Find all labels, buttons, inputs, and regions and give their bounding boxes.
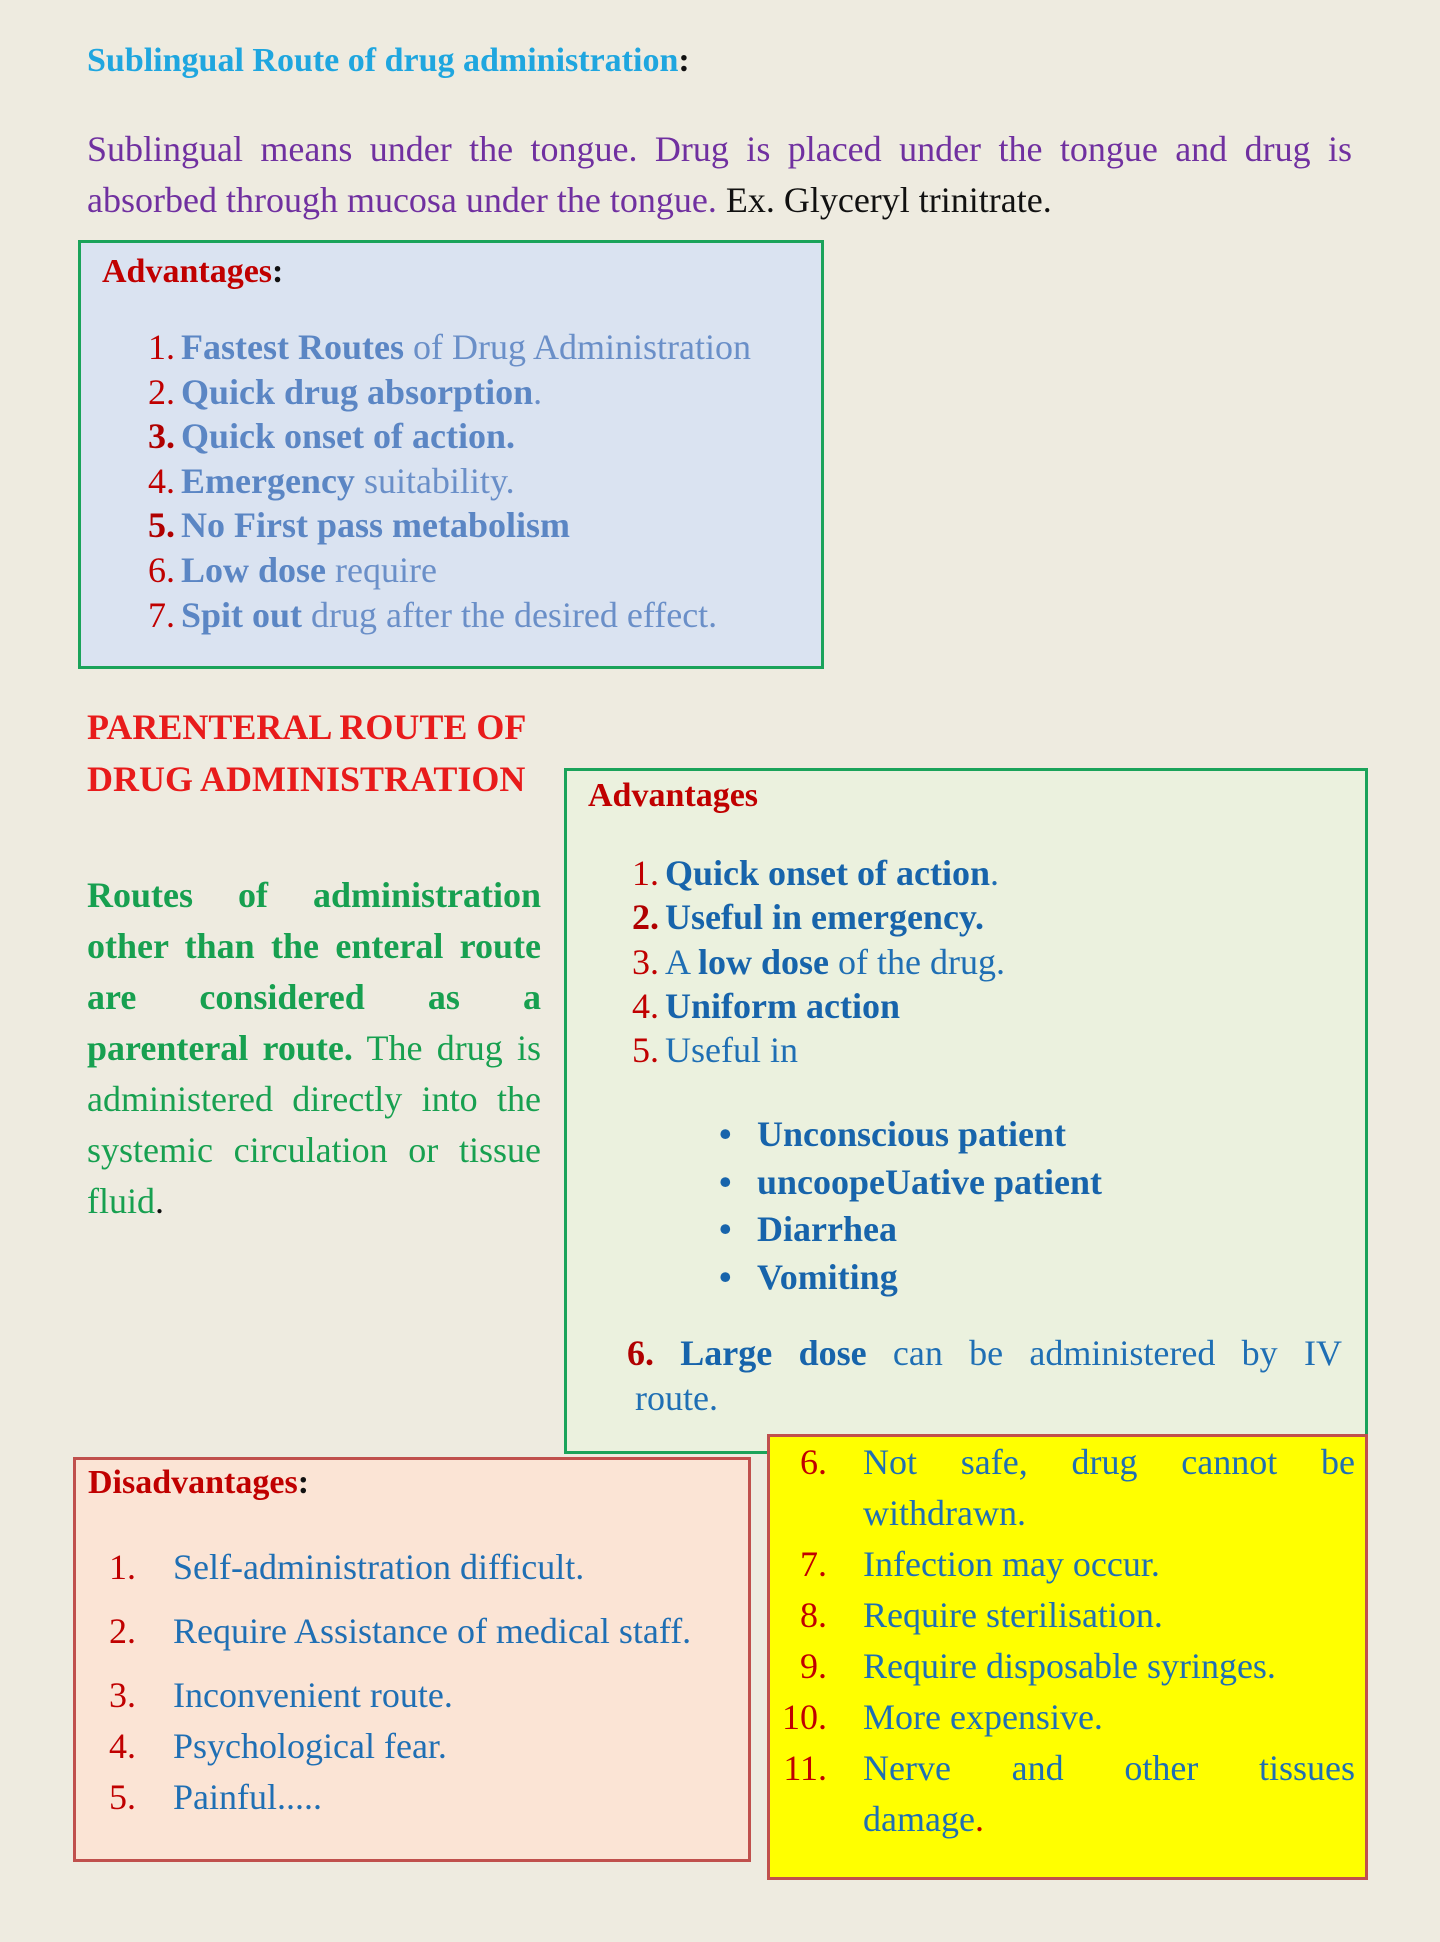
justified-word: other [1124,1748,1199,1788]
list-item-text: of the drug. [829,941,1005,982]
list-item-text: Psychological fear. [173,1726,447,1766]
list-item-text: require [326,549,437,590]
list-item-text: Require disposable syringes. [863,1646,1276,1686]
justified-word: and [1011,1748,1064,1788]
list-item [131,370,751,415]
list-number: 7. [148,594,175,635]
sublingual-intro-text: Sublingual means under the tongue. Drug is placed under the tongue and drug is absorbed through mucosa under the tongue. [87,129,1352,220]
parenteral-advantages-box [564,768,1368,1454]
bullet-text: uncoopeUative patient [757,1161,1102,1202]
list-item [627,940,1005,984]
list-number: 5. [632,1030,659,1071]
justified-word: Not [863,1442,917,1482]
list-number: 7. [800,1544,827,1584]
list-number: 1. [148,327,175,367]
list-number: 4. [109,1726,136,1766]
bullet-icon: • [719,1114,732,1154]
justified-word: administered [1029,1333,1216,1373]
justified-line [863,1437,1355,1488]
parenteral-description-text: The drug is administered directly into the systemic circulation or tissue fluid [87,1028,541,1221]
sublingual-advantages-box [78,240,824,669]
list-item [131,593,751,638]
list-item-bold: low dose [698,941,830,982]
parenteral-advantages-list [627,851,1005,1072]
list-item-bold: Uniform action [665,985,900,1026]
justified-word: cannot [1181,1442,1278,1482]
list-item-text: Self-administration difficult. [173,1547,585,1587]
continuation-text: damage [863,1799,975,1839]
list-item [770,1743,1355,1845]
sublingual-example: Ex. Glyceryl trinitrate. [716,180,1052,220]
list-item [770,1641,1355,1692]
justified-word: safe, [960,1442,1028,1482]
list-item [76,1610,691,1652]
list-item-text: Require Assistance of medical staff. [173,1611,692,1651]
justified-word: be [969,1333,1004,1373]
parenteral-title: PARENTERAL ROUTE OF DRUG ADMINISTRATION [87,707,526,799]
list-number: 3. [632,941,659,982]
list-item-text: Infection may occur. [863,1544,1160,1584]
list-item-bold: No First pass metabolism [181,505,570,546]
justified-word: Nerve [863,1748,951,1788]
list-number: 8. [800,1595,827,1635]
disadvantages-heading-text: Disadvantages [88,1464,298,1501]
list-number: 3. [109,1675,136,1715]
sublingual-title-colon: : [678,42,690,79]
list-item [770,1437,1355,1539]
list-number: 9. [800,1646,827,1686]
justified-word: by [1241,1333,1278,1373]
list-number: 1. [632,853,659,893]
list-number: 3. [148,416,175,457]
list-item-bold: Quick onset of action [665,853,991,893]
list-item [770,1539,1355,1590]
list-item [76,1725,447,1767]
justified-word: drug [1071,1442,1138,1482]
list-item [131,503,751,548]
list-item [770,1590,1355,1641]
list-item-text: Require sterilisation. [863,1595,1163,1635]
list-item-text: . [990,853,1000,893]
list-item [627,895,1005,939]
list-item-bold: Fastest Routes [181,327,404,367]
disadvantages-heading-colon: : [297,1464,310,1501]
sublingual-advantages-heading-colon: : [272,253,284,290]
list-item [627,984,1005,1028]
bullet-text: Unconscious patient [757,1114,1067,1154]
justified-word: IV [1303,1333,1342,1373]
list-item-prefix: Useful in [665,1030,798,1071]
bullet-item [719,1159,1102,1207]
bullet-text: Vomiting [757,1256,898,1297]
bullet-icon: • [719,1209,732,1249]
parenteral-description-dot: . [155,1181,164,1221]
continuation-line: withdrawn. [863,1493,1026,1533]
sublingual-advantages-heading [102,253,283,291]
bullet-item [719,1254,1102,1302]
list-item-bold: Quick drug absorption [181,371,534,412]
sublingual-intro [87,124,1352,226]
list-item-text: . [533,371,543,412]
list-item [131,548,751,593]
bullet-text: Diarrhea [757,1209,897,1249]
justified-word: Large [680,1333,773,1373]
justified-line [627,1331,1342,1376]
continuation-line: route. [635,1378,718,1418]
list-number: 1. [109,1547,136,1587]
list-item-bold: Spit out [181,594,303,635]
list-number: 11. [783,1748,827,1788]
list-item-bold: Quick onset of action. [181,416,516,457]
list-number: 2. [109,1611,136,1651]
list-number: 10. [782,1697,827,1737]
more-disadvantages-box [767,1434,1368,1880]
sublingual-title [87,42,690,80]
bullet-icon: • [719,1256,732,1297]
sublingual-advantages-list [131,325,751,637]
list-number: 6. [627,1333,654,1373]
justified-word: dose [798,1333,867,1373]
list-item [131,414,751,459]
list-item [76,1776,322,1818]
list-number: 6. [800,1442,827,1482]
list-item [770,1692,1355,1743]
parenteral-description-bold: Routes of administration other than the enteral route are considered as a parenteral route. [87,875,541,1068]
list-item [627,851,1005,895]
continuation-line [770,1794,1355,1845]
list-number: 4. [148,460,175,501]
disadvantages-box [73,1457,751,1862]
list-number: 5. [109,1777,136,1817]
list-item [627,1028,1005,1072]
sublingual-advantages-heading-text: Advantages [102,253,273,290]
sublingual-title-text: Sublingual Route of drug administration [87,42,679,79]
list-item-text: Inconvenient route. [173,1675,453,1715]
list-item-bold: Emergency [181,460,355,501]
list-item-prefix: A [665,941,699,982]
bullet-icon: • [719,1161,732,1202]
continuation-dot: . [974,1799,984,1839]
useful-in-list [719,1111,1102,1301]
bullet-item [719,1206,1102,1254]
parenteral-description [87,870,541,1227]
list-number: 2. [632,897,659,938]
parenteral-advantage-6 [627,1331,1342,1421]
list-item-text: of Drug Administration [403,327,751,367]
list-number: 6. [148,549,175,590]
list-item-bold: Useful in emergency. [665,897,984,938]
list-item-text: More expensive. [863,1697,1103,1737]
list-item-text: suitability. [354,460,515,501]
justified-word: tissues [1258,1748,1355,1788]
list-item [76,1674,453,1716]
bullet-item [719,1111,1102,1159]
justified-word: be [1321,1442,1355,1482]
list-number: 5. [148,505,175,546]
list-number: 4. [632,985,659,1026]
list-item [131,459,751,504]
parenteral-advantages-heading: Advantages [588,777,759,814]
list-item [76,1546,584,1588]
list-item-text: drug after the desired effect. [302,594,718,635]
list-number: 2. [148,371,175,412]
justified-line [863,1743,1355,1794]
list-item [131,325,751,370]
justified-word: can [892,1333,943,1373]
list-item-bold: Low dose [181,549,327,590]
list-item-text: Painful..... [173,1777,322,1817]
disadvantages-heading [88,1464,309,1502]
